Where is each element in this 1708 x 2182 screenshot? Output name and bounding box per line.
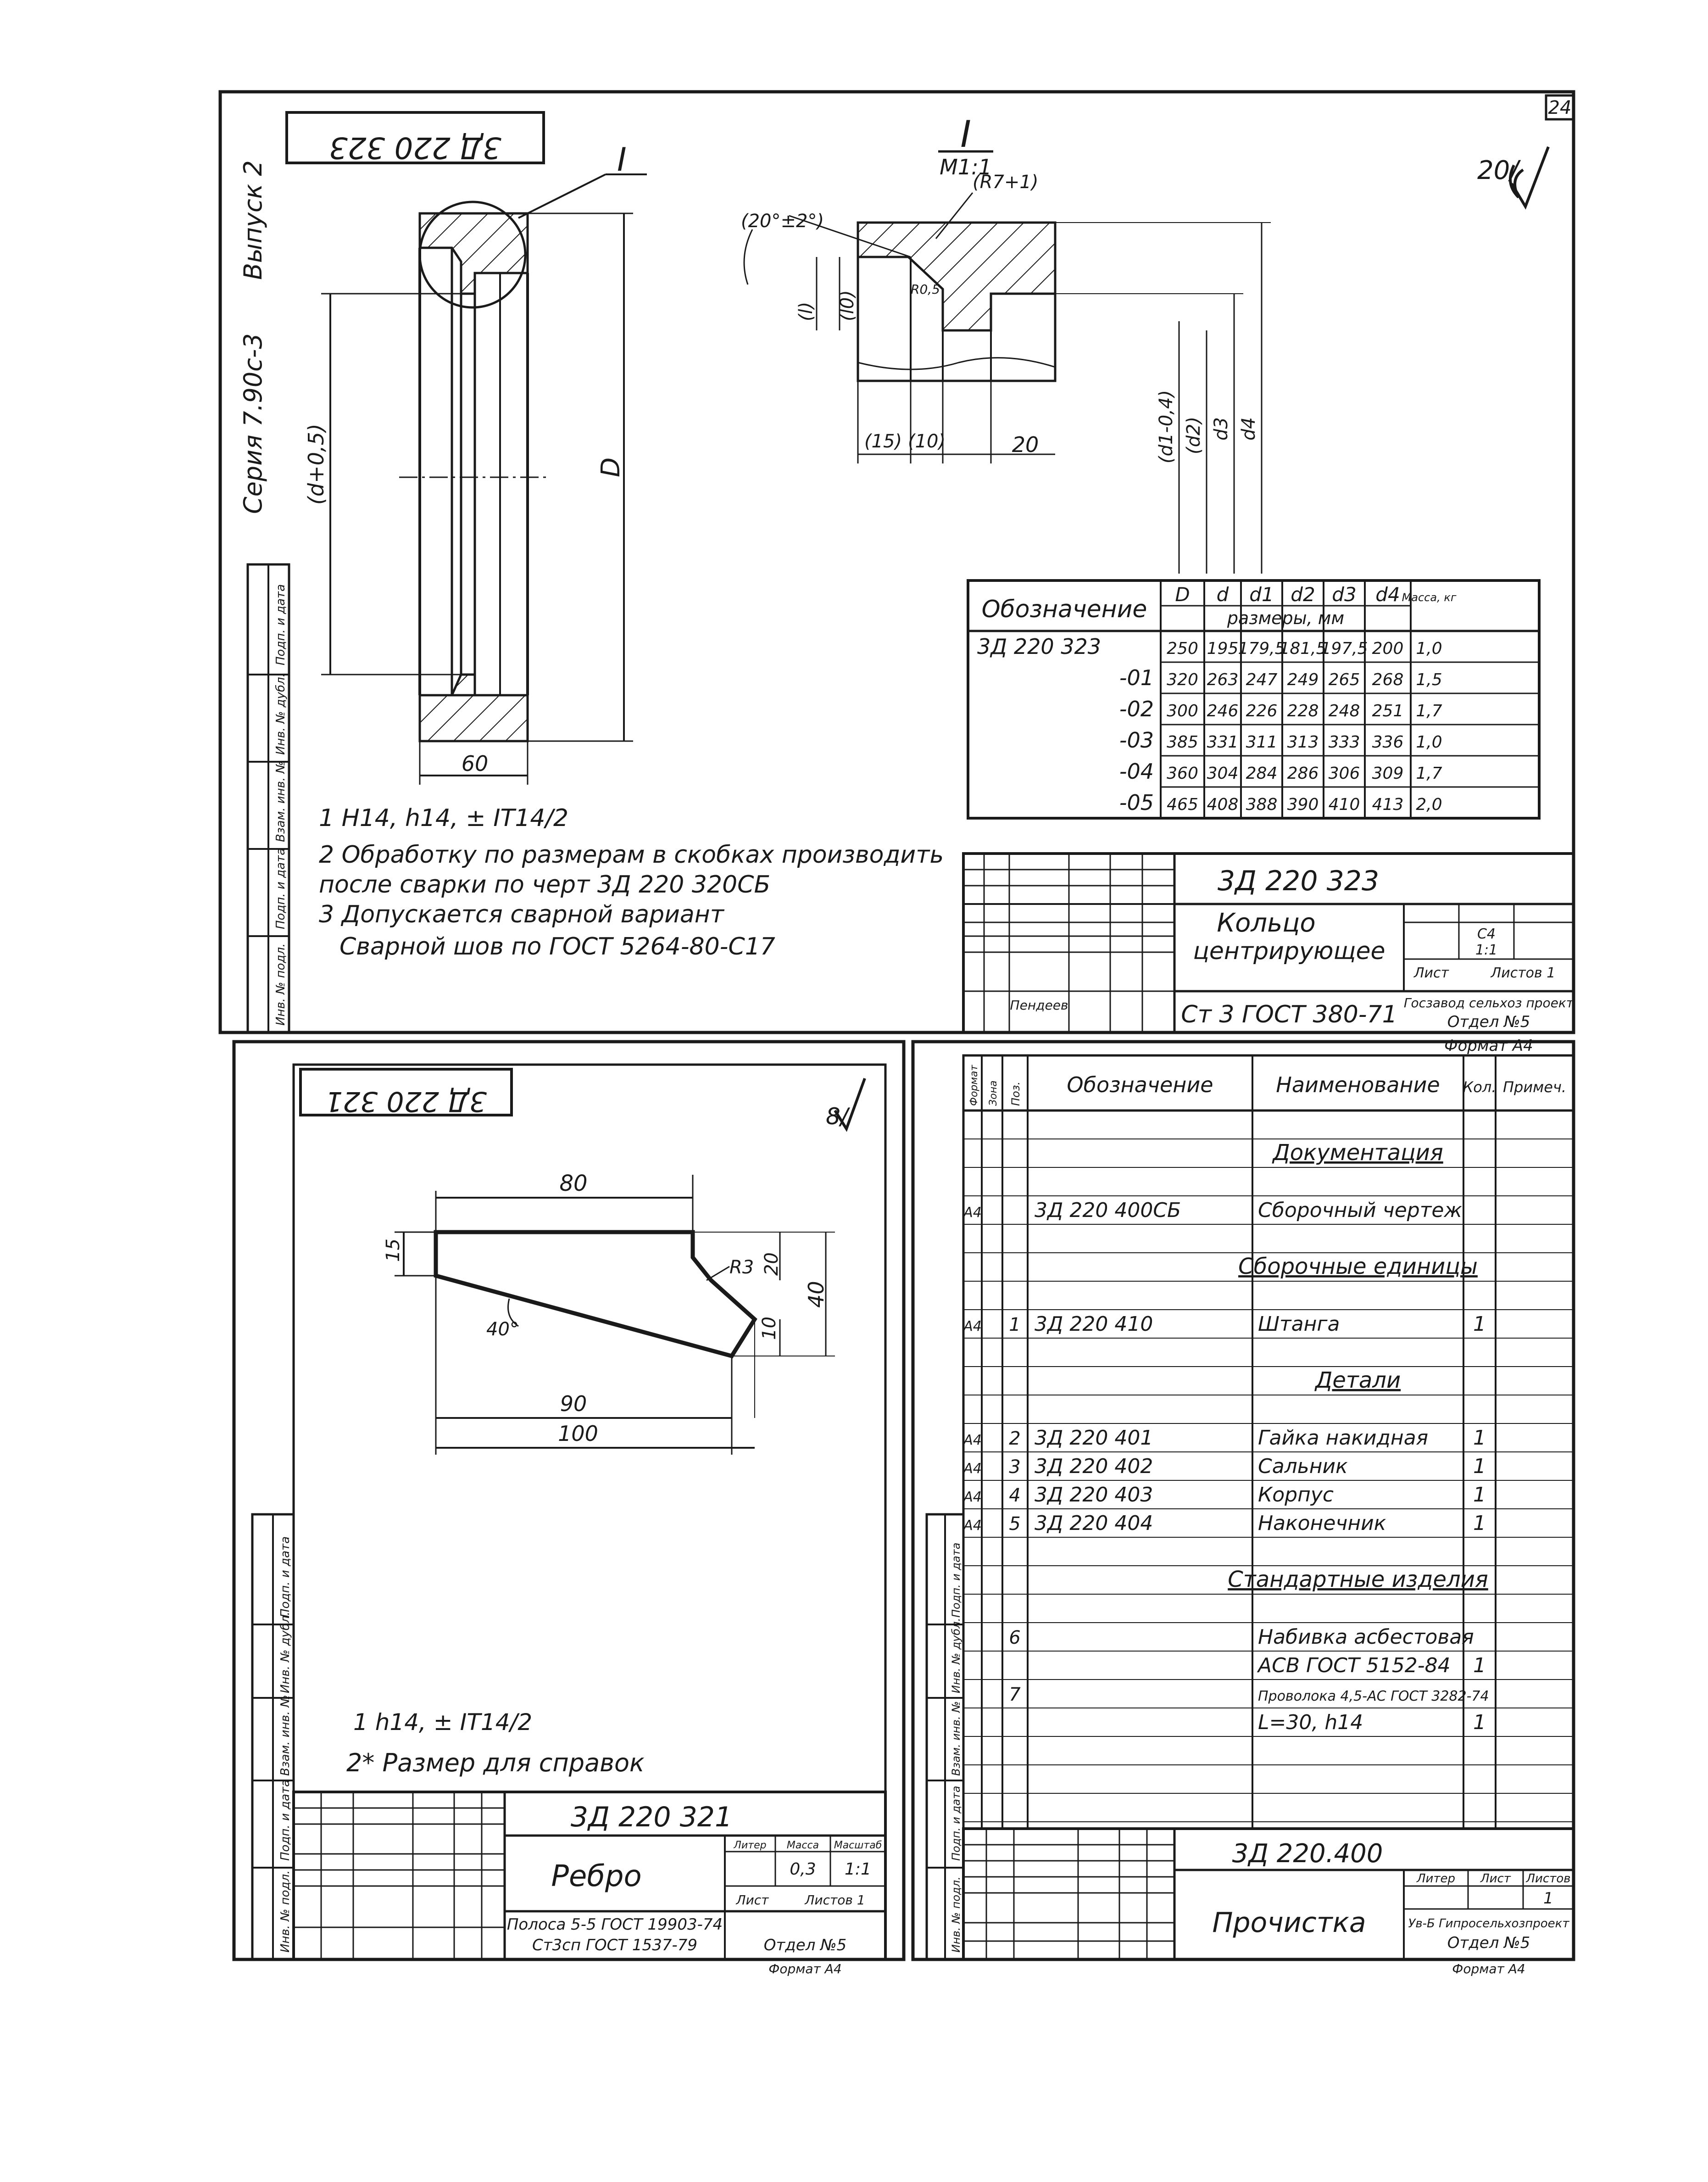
spec-cell-qty: 1 <box>1473 1426 1486 1450</box>
spec-cell-qty: 1 <box>1473 1711 1486 1734</box>
detail-scale: М1:1 <box>940 155 992 179</box>
issue-label: Выпуск 2 <box>239 160 267 280</box>
sheet1-name-2: центрирующее <box>1193 938 1385 965</box>
size-table-cell: 263 <box>1207 670 1239 689</box>
strip-field-1: Подп. и дата <box>274 584 288 665</box>
rib-dim-20: 20 <box>761 1252 782 1276</box>
size-table-cell: 385 <box>1167 733 1198 752</box>
size-table-cell: 265 <box>1328 670 1360 689</box>
size-table-cell: 247 <box>1246 670 1278 689</box>
sheet2-roughness: 8/ <box>826 1103 848 1130</box>
rib-dim-10: 10 <box>759 1317 780 1340</box>
spec-cell-format: А4 <box>963 1518 982 1534</box>
sheet2-sheet: Лист <box>736 1892 769 1908</box>
size-table-header-name: Обозначение <box>981 596 1147 623</box>
sheet1-lit: С4 <box>1477 926 1496 942</box>
sheet3-sheets-header: Листов <box>1526 1872 1571 1886</box>
sheet2-strip-1: Подп. и дата <box>278 1536 292 1618</box>
spec-cell-name: Набивка асбестовая <box>1258 1625 1474 1649</box>
spec-cell-pos: 6 <box>1009 1627 1021 1648</box>
dim-d3: d3 <box>1211 417 1232 441</box>
size-table-col-header: Масса, кг <box>1402 591 1457 604</box>
strip-field-2: Инв. № дубл. <box>274 673 288 755</box>
spec-table <box>962 1055 1574 1829</box>
spec-cell-pos: 1 <box>1009 1314 1021 1335</box>
spec-section-title: Стандартные изделия <box>1228 1567 1488 1592</box>
sheet3-format: Формат А4 <box>1452 1961 1525 1976</box>
page-number: 24 <box>1548 97 1572 118</box>
sheet2-material-2: Ст3сп ГОСТ 1537-79 <box>532 1936 697 1954</box>
spec-cell-qty: 1 <box>1473 1512 1486 1535</box>
spec-section-title: Сборочные единицы <box>1238 1254 1478 1279</box>
sheet2-strip-5: Инв. № подл. <box>278 1870 292 1953</box>
size-table-cell: 388 <box>1246 795 1278 814</box>
size-table-cell: 284 <box>1246 764 1278 783</box>
sheet1-note: 1 H14, h14, ± IT14/2 <box>319 804 569 832</box>
rib-dim-r3: R3 <box>729 1257 754 1278</box>
spec-header-qty: Кол. <box>1463 1078 1497 1096</box>
sheet2-name: Ребро <box>551 1859 642 1893</box>
spec-section-title: Детали <box>1315 1367 1401 1393</box>
dim-d4: d4 <box>1238 417 1259 441</box>
sheet1-note: после сварки по черт 3Д 220 320СБ <box>319 871 771 898</box>
sheet2-material-1: Полоса 5-5 ГОСТ 19903-74 <box>506 1915 723 1934</box>
dim-l: (l) <box>796 301 817 321</box>
size-table-cell: 249 <box>1287 670 1319 689</box>
sheet2-mass: 0,3 <box>790 1860 816 1879</box>
size-table-cell: 408 <box>1207 795 1239 814</box>
size-table-cell: 251 <box>1372 702 1404 720</box>
size-table-cell: 2,0 <box>1416 795 1442 814</box>
size-table-cell: -02 <box>1119 697 1154 721</box>
ring-detail-mark: I <box>617 141 627 179</box>
spec-cell-pos: 7 <box>1009 1684 1021 1705</box>
spec-header-code: Обозначение <box>1067 1072 1213 1097</box>
strip-field-5: Инв. № подл. <box>274 943 288 1026</box>
size-table-cell: -04 <box>1119 759 1154 784</box>
sheet2-format: Формат А4 <box>768 1961 842 1976</box>
size-table-cell: 1,0 <box>1416 733 1442 752</box>
spec-cell-pos: 4 <box>1009 1485 1021 1506</box>
ring-section-view <box>304 141 647 785</box>
size-table-cell: 313 <box>1287 733 1319 752</box>
spec-cell-format: А4 <box>963 1318 982 1334</box>
sheet1-note: 2 Обработку по размерам в скобках производить <box>319 841 944 869</box>
size-table-cell: 3Д 220 323 <box>977 634 1102 659</box>
sheet1-sheets: Листов 1 <box>1491 965 1556 981</box>
size-table-cell: 1,0 <box>1416 639 1442 658</box>
sheet1-note: Сварной шов по ГОСТ 5264-80-С17 <box>339 933 775 960</box>
size-table-cell: 250 <box>1167 639 1198 658</box>
sheet2-strip-3: Взам. инв. № <box>278 1695 292 1776</box>
dim-60: 60 <box>461 751 489 776</box>
sheet1-dept: Отдел №5 <box>1447 1013 1530 1031</box>
size-table-cell: 413 <box>1372 795 1404 814</box>
spec-header-name: Наименование <box>1276 1072 1440 1097</box>
spec-cell-name: Проволока 4,5-АС ГОСТ 3282-74 <box>1258 1688 1489 1704</box>
size-table-cell: 360 <box>1167 764 1198 783</box>
size-table-cell: 1,7 <box>1416 702 1442 720</box>
spec-cell-name: Штанга <box>1258 1312 1340 1336</box>
spec-cell-qty: 1 <box>1473 1455 1486 1478</box>
rib-part <box>383 1171 835 1455</box>
size-table-col-header: d2 <box>1291 583 1315 606</box>
size-table-cell: 465 <box>1167 795 1198 814</box>
spec-cell-name: L=30, h14 <box>1258 1711 1363 1734</box>
sheet1-code: 3Д 220 323 <box>1217 865 1380 897</box>
sheet3-title-block <box>963 1829 1574 1976</box>
sheet2-strip-2: Инв. № дубл. <box>278 1612 292 1693</box>
sheet3-sheets: 1 <box>1543 1889 1553 1908</box>
sheet2-mass-header: Масса <box>786 1840 819 1851</box>
size-table-cell: 181,5 <box>1279 639 1327 658</box>
spec-cell-code: 3Д 220 403 <box>1035 1483 1153 1507</box>
sheet2-sheets: Листов 1 <box>805 1892 865 1908</box>
size-table-cell: -05 <box>1119 790 1154 815</box>
sheet1-material: Ст 3 ГОСТ 380-71 <box>1181 1001 1397 1028</box>
size-table-cell: 333 <box>1328 733 1360 752</box>
sheet1-title-block <box>963 854 1574 1055</box>
sheet1-org: Гоcзавод сельхоз проект <box>1403 995 1574 1010</box>
sheet2-mirror-code: 3Д 220 321 <box>325 1085 487 1117</box>
size-table-cell: 300 <box>1167 702 1198 720</box>
spec-cell-pos: 5 <box>1009 1513 1021 1535</box>
spec-cell-format: А4 <box>963 1461 982 1477</box>
sheet2-dept: Отдел №5 <box>763 1936 847 1954</box>
spec-header-zone: Зона <box>988 1080 999 1106</box>
dim-d: (d+0,5) <box>304 424 328 505</box>
size-table-cell: 246 <box>1207 702 1239 720</box>
dim-d2: (d2) <box>1183 416 1204 454</box>
size-table-cell: 331 <box>1207 733 1239 752</box>
spec-cell-format: А4 <box>963 1432 982 1448</box>
sheet3-org: Ув-Б Гипросельхозпроект <box>1408 1917 1569 1931</box>
dim-radius: (R7+1) <box>973 172 1039 193</box>
size-table-cell: 306 <box>1328 764 1360 783</box>
size-table-cell: 286 <box>1287 764 1319 783</box>
size-table-cell: -03 <box>1119 728 1154 753</box>
sheet2-scale: 1:1 <box>845 1860 871 1879</box>
spec-cell-pos: 3 <box>1009 1457 1021 1478</box>
sheet2-code: 3Д 220 321 <box>570 1801 733 1833</box>
spec-cell-code: 3Д 220 402 <box>1035 1455 1153 1478</box>
size-table-cell: -01 <box>1119 665 1154 690</box>
sheet-2 <box>234 1042 904 1976</box>
sheet1-notes <box>319 804 944 960</box>
sheet3-strip-1: Подп. и дата <box>950 1542 962 1618</box>
size-table-cell: 197,5 <box>1320 639 1368 658</box>
sheet1-mirror-code: 3Д 220 323 <box>329 130 501 164</box>
spec-cell-qty: 1 <box>1473 1483 1486 1507</box>
size-table-cell: 226 <box>1246 702 1278 720</box>
size-table-cell: 1,5 <box>1416 670 1442 689</box>
size-table-cell: 304 <box>1207 764 1239 783</box>
rib-dim-90: 90 <box>560 1391 587 1416</box>
rib-dim-angle: 40° <box>486 1319 519 1340</box>
size-table-cell: 390 <box>1287 795 1319 814</box>
dim-20: 20 <box>1012 432 1039 457</box>
dim-chamfer-angle: (20°±2°) <box>741 211 824 232</box>
sheet2-lit-header: Литер <box>734 1840 767 1851</box>
size-table-col-header: D <box>1175 583 1190 606</box>
size-table-cell: 248 <box>1328 702 1360 720</box>
spec-cell-code: 3Д 220 404 <box>1035 1512 1153 1535</box>
sheet1-mass: 1:1 <box>1475 942 1498 958</box>
sheet3-strip-2: Инв. № дубл. <box>950 1618 962 1693</box>
sheet2-title-block <box>294 1792 885 1976</box>
spec-cell-code: 3Д 220 400СБ <box>1035 1199 1181 1222</box>
page-number-box <box>1546 95 1574 119</box>
size-table-cell: 410 <box>1328 795 1360 814</box>
spec-cell-format: А4 <box>963 1489 982 1505</box>
sheet3-strip-3: Взам. инв. № <box>950 1701 962 1776</box>
rib-dim-100: 100 <box>558 1421 598 1446</box>
size-table-cell: 268 <box>1372 670 1404 689</box>
spec-cell-pos: 2 <box>1009 1428 1021 1449</box>
detail-I-view <box>741 113 1271 574</box>
size-table-cell: 336 <box>1372 733 1404 752</box>
spec-cell-name: Гайка накидная <box>1258 1426 1429 1450</box>
size-table-cell: 195 <box>1207 639 1239 658</box>
sheet1-sheet: Лист <box>1413 965 1449 981</box>
rib-dim-40: 40 <box>804 1281 829 1308</box>
spec-header-note: Примеч. <box>1502 1078 1567 1096</box>
spec-cell-code: 3Д 220 410 <box>1035 1312 1153 1336</box>
series-label: Серия 7.90с-3 <box>239 333 267 514</box>
spec-cell-qty: 1 <box>1473 1654 1486 1677</box>
spec-cell-name: Сальник <box>1258 1455 1348 1478</box>
sheet2-strip-4: Подп. и дата <box>278 1779 292 1861</box>
strip-field-4: Подп. и дата <box>274 848 288 929</box>
dim-d1: (d1-0,4) <box>1156 390 1177 463</box>
rib-dim-80: 80 <box>559 1171 588 1196</box>
sheet1-note: 3 Допускается сварной вариант <box>319 901 724 928</box>
sheet-3 <box>913 1042 1574 1976</box>
spec-cell-code: 3Д 220 401 <box>1035 1426 1153 1450</box>
sheet1-signer: Пендеев <box>1010 998 1068 1013</box>
spec-header-pos: Поз. <box>1009 1081 1022 1106</box>
sheet2-note-1: 1 h14, ± IT14/2 <box>353 1709 533 1736</box>
spec-cell-format: А4 <box>963 1205 982 1221</box>
size-table-col-header: d1 <box>1249 583 1274 606</box>
dim-15: (15) <box>864 431 902 452</box>
size-table-cell: 309 <box>1372 764 1404 783</box>
spec-cell-name: АСВ ГОСТ 5152-84 <box>1258 1654 1451 1677</box>
sheet3-strip-4: Подп. и дата <box>950 1786 962 1861</box>
sheet1-name-1: Кольцо <box>1217 908 1316 938</box>
spec-cell-name: Наконечник <box>1258 1512 1386 1535</box>
dim-10: (10) <box>907 431 946 452</box>
sheet3-sheet: Лист <box>1480 1872 1511 1886</box>
sheet2-note-2: 2* Размер для справок <box>346 1748 645 1777</box>
sheet-1 <box>220 92 1574 1055</box>
size-table-col-header: d3 <box>1332 583 1357 606</box>
spec-cell-name: Корпус <box>1258 1483 1334 1507</box>
size-table <box>968 580 1539 818</box>
sheet1-roughness: 20/ <box>1477 156 1519 185</box>
dim-r05: R0,5 <box>911 282 940 297</box>
spec-header-format: Формат <box>968 1065 980 1106</box>
size-table-col-header: d <box>1216 583 1229 606</box>
sheet1-format: Формат А4 <box>1444 1037 1533 1055</box>
detail-label: I <box>960 113 971 156</box>
size-table-col-header: d4 <box>1375 583 1400 606</box>
size-table-cell: 320 <box>1167 670 1198 689</box>
size-table-cell: 311 <box>1246 733 1278 752</box>
spec-cell-qty: 1 <box>1473 1312 1486 1336</box>
spec-cell-name: Сборочный чертеж <box>1258 1199 1463 1222</box>
size-table-cell: 1,7 <box>1416 764 1442 783</box>
size-table-cell: 228 <box>1287 702 1319 720</box>
strip-field-3: Взам. инв. № <box>274 761 288 842</box>
size-table-cell: 200 <box>1372 639 1404 658</box>
sheet3-lit-header: Литер <box>1416 1872 1456 1886</box>
rib-dim-15: 15 <box>383 1239 404 1262</box>
size-table-cell: 179,5 <box>1238 639 1285 658</box>
dim-D: D <box>596 457 626 477</box>
sheet3-strip-5: Инв. № подл. <box>950 1876 962 1953</box>
sheet2-scale-header: Масштаб <box>834 1840 882 1851</box>
size-table-header-sub: размеры, мм <box>1227 608 1345 628</box>
spec-section-title: Документация <box>1273 1140 1443 1166</box>
sheet3-name: Прочистка <box>1212 1907 1366 1939</box>
dim-l0: (l0) <box>837 290 858 321</box>
sheet3-code: 3Д 220.400 <box>1232 1839 1383 1869</box>
sheet3-dept: Отдел №5 <box>1447 1934 1530 1952</box>
